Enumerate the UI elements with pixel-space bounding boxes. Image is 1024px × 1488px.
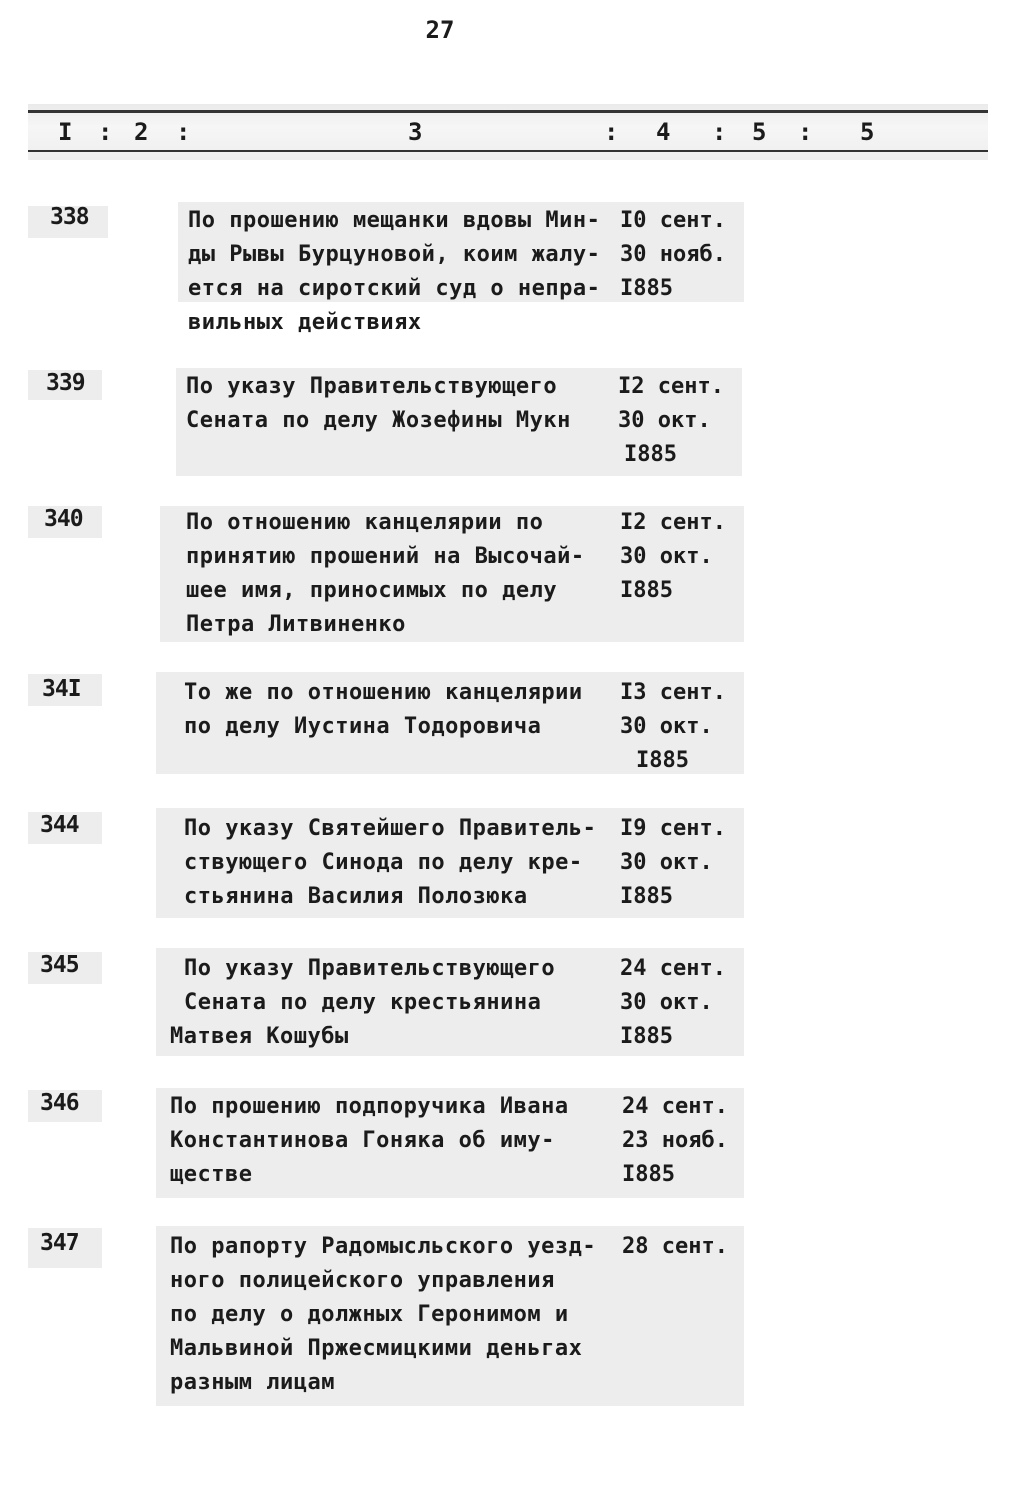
column-header-5: 5 (752, 118, 768, 146)
column-separator: : (712, 118, 728, 146)
entry-number: 347 (40, 1230, 79, 1256)
column-separator: : (798, 118, 814, 146)
column-header-4: 4 (656, 118, 672, 146)
entry-dates: 24 сент. 23 нояб. I885 (622, 1094, 728, 1187)
entry-dates: I2 сент. 30 окт. I885 (620, 510, 726, 603)
entry-dates: I2 сент. 30 окт. I885 (618, 374, 724, 467)
entry-dates: 24 сент. 30 окт. I885 (620, 956, 726, 1049)
header-bottom-rule (28, 150, 988, 152)
entry-number: 345 (40, 952, 79, 978)
entry-description: То же по отношению канцелярии по делу Иустина Тодоровича (184, 680, 583, 739)
entry-description: По указу Правительствующего Сената по делу крестьянина Матвея Кошубы (170, 956, 556, 1049)
entry-dates: 28 сент. (622, 1234, 728, 1259)
entry-number: 338 (50, 204, 89, 230)
entry-description: По прошению мещанки вдовы Мин- ды Рывы Бурцуновой, коим жалу- ется на сиротский суд о непра- вильных действиях (188, 208, 601, 335)
entry-description: По отношению канцелярии по принятию прошений на Высочай- шее имя, приносимых по делу Петра Литвиненко (186, 510, 585, 637)
column-header-1: I (58, 118, 74, 146)
entry-dates: I9 сент. 30 окт. I885 (620, 816, 726, 909)
column-header-6: 5 (860, 118, 876, 146)
entry-number: 340 (44, 506, 83, 532)
entry-number: 344 (40, 812, 79, 838)
entry-number: 346 (40, 1090, 79, 1116)
entry-dates: I0 сент. 30 нояб. I885 (620, 208, 726, 301)
column-separator: : (604, 118, 620, 146)
entry-number: 339 (46, 370, 85, 396)
column-header-2: 2 (134, 118, 150, 146)
entry-dates: I3 сент. 30 окт. I885 (620, 680, 726, 773)
entry-description: По указу Святейшего Правитель- ствующего Синода по делу кре- стьянина Василия Полозюка (184, 816, 597, 909)
entry-number: 34I (42, 676, 81, 702)
entry-description: По рапорту Радомысльского уезд- ного полицейского управления по делу о должных Геронимом и Мальвиной Пржесмицкими деньгах разным лицам (170, 1234, 597, 1395)
page-number: 27 (425, 16, 455, 44)
column-separator: : (176, 118, 192, 146)
header-top-rule (28, 110, 988, 113)
entry-description: По указу Правительствующего Сената по делу Жозефины Мукн (186, 374, 571, 433)
column-header-3: 3 (408, 118, 424, 146)
entry-description: По прошению подпоручика Ивана Константинова Гоняка об иму- ществе (170, 1094, 569, 1187)
column-separator: : (98, 118, 114, 146)
